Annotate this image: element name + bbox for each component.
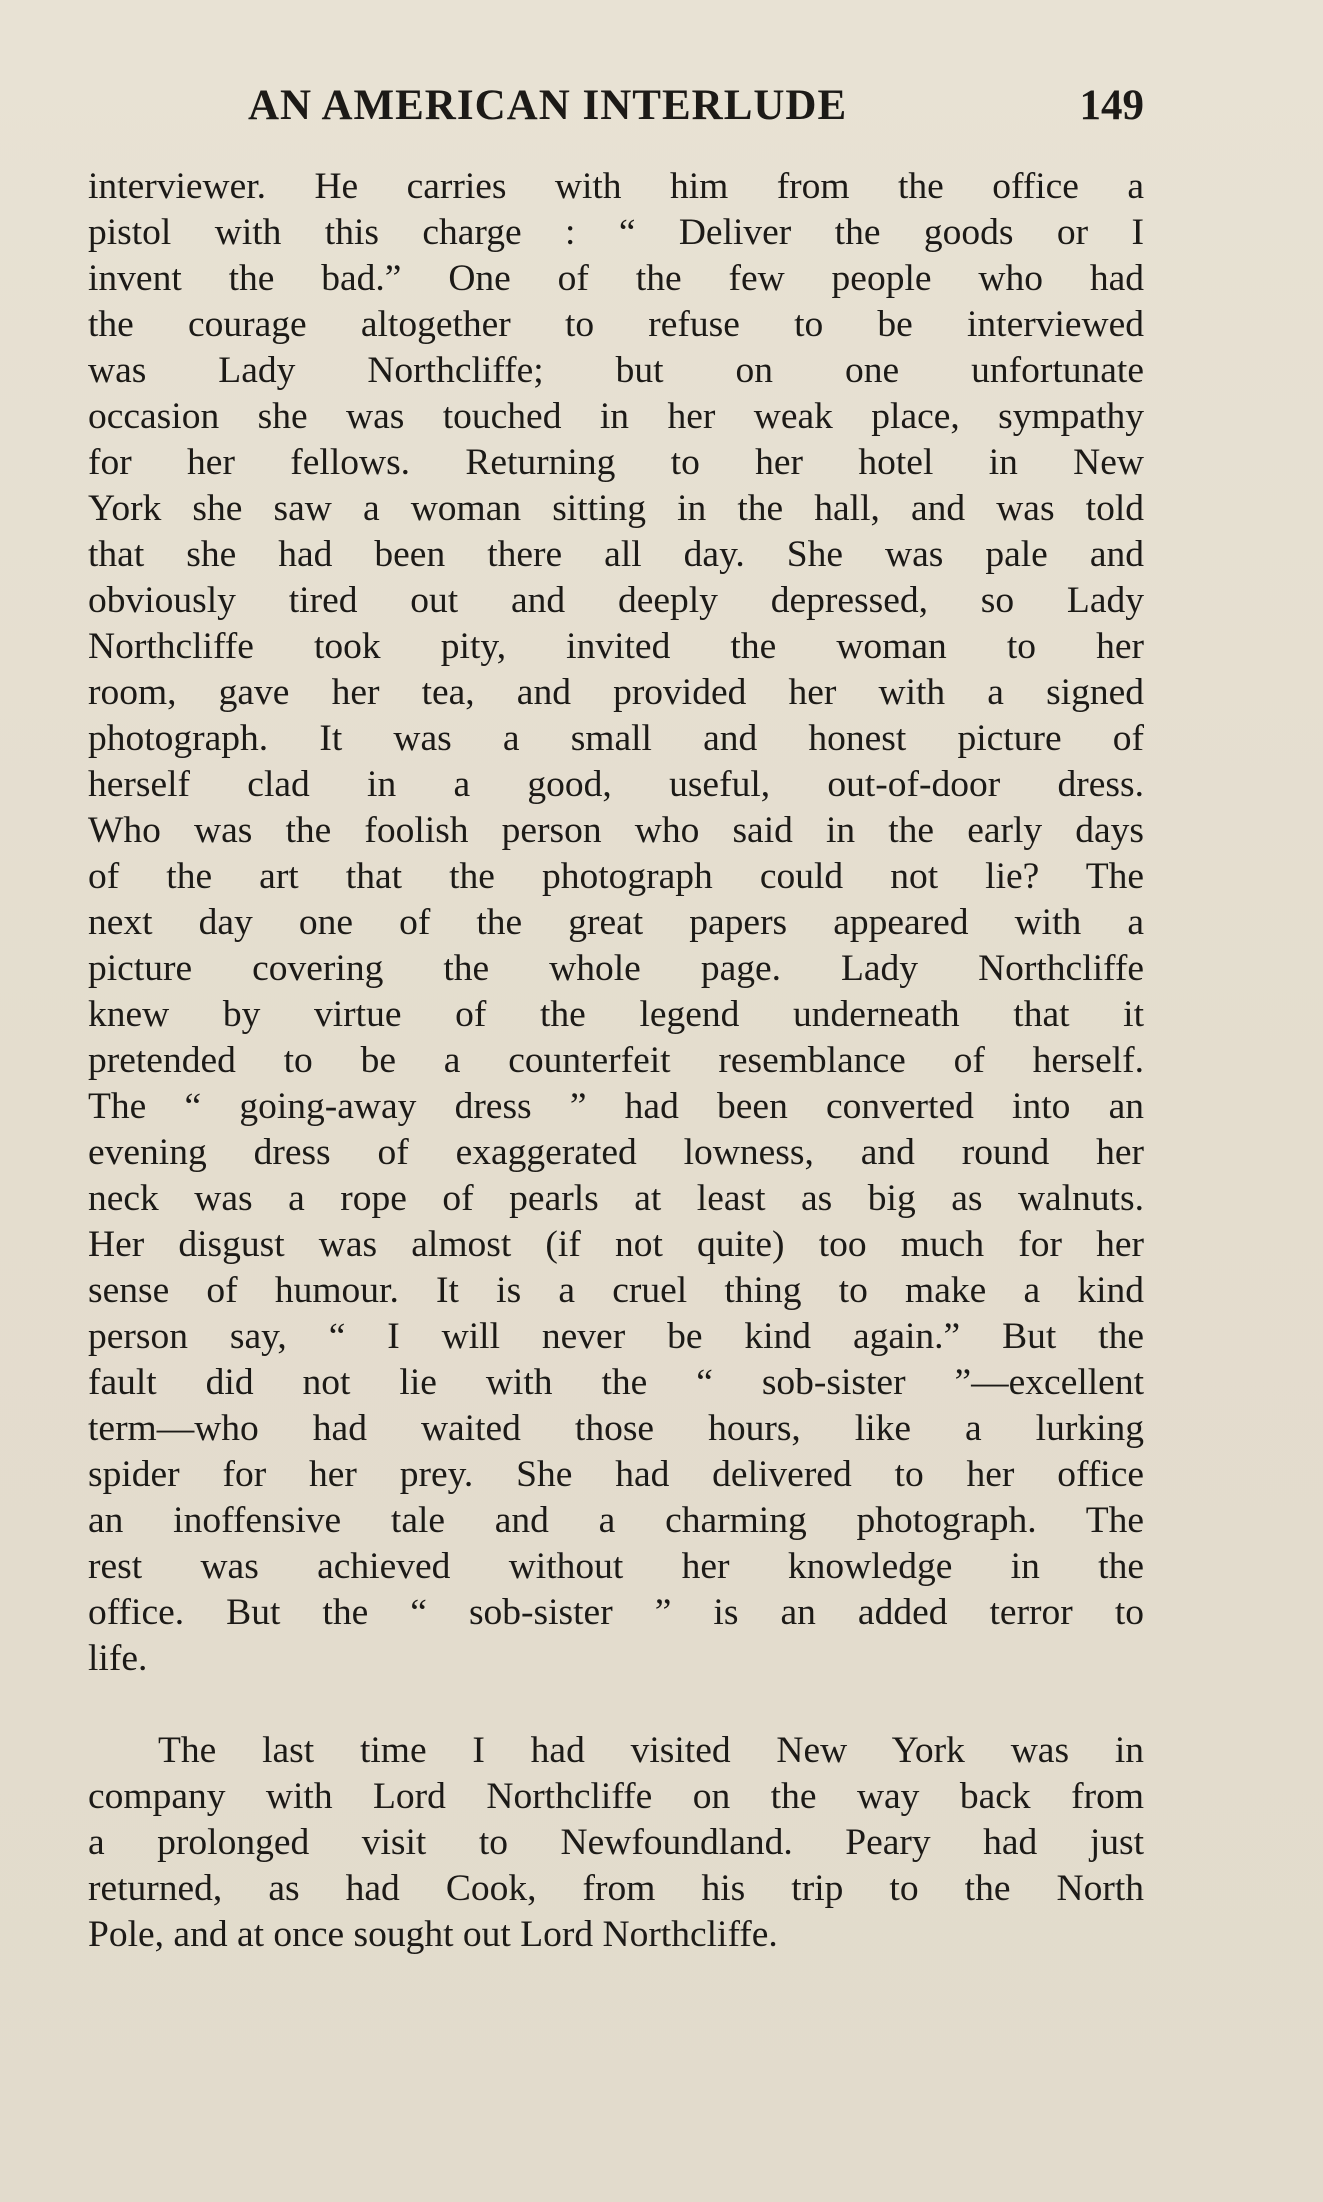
text-line: Pole, and at once sought out Lord Northcliffe.: [88, 1914, 778, 1955]
text-line: spider for her prey. She had delivered to her office: [88, 1454, 1144, 1495]
text-line: fault did not lie with the “ sob-sister ”—excellent: [88, 1362, 1144, 1403]
paragraph-gap: [88, 1682, 1144, 1728]
paragraph-2: [88, 1728, 1144, 1958]
page-number: 149: [1079, 82, 1144, 129]
paragraph-1: [88, 164, 1144, 1682]
text-line: obviously tired out and deeply depressed, so Lady: [88, 580, 1144, 621]
text-line: pretended to be a counterfeit resemblance of herself.: [88, 1040, 1144, 1081]
text-line: interviewer. He carries with him from the office a: [88, 166, 1144, 207]
text-line: herself clad in a good, useful, out-of-door dress.: [88, 764, 1144, 805]
text-line: Who was the foolish person who said in the early days: [88, 810, 1144, 851]
text-line: life.: [88, 1638, 148, 1679]
text-line: a prolonged visit to Newfoundland. Peary had just: [88, 1822, 1144, 1863]
text-line: The “ going-away dress ” had been converted into an: [88, 1086, 1144, 1127]
text-line: occasion she was touched in her weak place, sympathy: [88, 396, 1144, 437]
text-line: room, gave her tea, and provided her with a signed: [88, 672, 1144, 713]
text-line: returned, as had Cook, from his trip to the North: [88, 1868, 1144, 1909]
text-line: office. But the “ sob-sister ” is an added terror to: [88, 1592, 1144, 1633]
text-line: Her disgust was almost (if not quite) too much for her: [88, 1224, 1144, 1265]
text-line: invent the bad.” One of the few people who had: [88, 258, 1144, 299]
text-line: term—who had waited those hours, like a lurking: [88, 1408, 1144, 1449]
text-line: picture covering the whole page. Lady Northcliffe: [88, 948, 1144, 989]
text-line: Northcliffe took pity, invited the woman to her: [88, 626, 1144, 667]
running-title: AN AMERICAN INTERLUDE: [248, 82, 848, 129]
body-text: [88, 164, 1144, 1958]
text-line: knew by virtue of the legend underneath that it: [88, 994, 1144, 1035]
text-line: York she saw a woman sitting in the hall, and was told: [88, 488, 1144, 529]
text-line: photograph. It was a small and honest picture of: [88, 718, 1144, 759]
text-line: that she had been there all day. She was pale and: [88, 534, 1144, 575]
text-line: sense of humour. It is a cruel thing to make a kind: [88, 1270, 1144, 1311]
text-line: neck was a rope of pearls at least as big as walnuts.: [88, 1178, 1144, 1219]
text-line: next day one of the great papers appeared with a: [88, 902, 1144, 943]
text-line: was Lady Northcliffe; but on one unfortunate: [88, 350, 1144, 391]
text-line: the courage altogether to refuse to be interviewed: [88, 304, 1144, 345]
text-line: company with Lord Northcliffe on the way back from: [88, 1776, 1144, 1817]
text-line: The last time I had visited New York was in: [158, 1730, 1144, 1771]
text-line: rest was achieved without her knowledge in the: [88, 1546, 1144, 1587]
text-line: pistol with this charge : “ Deliver the goods or I: [88, 212, 1144, 253]
text-line: for her fellows. Returning to her hotel in New: [88, 442, 1144, 483]
text-line: person say, “ I will never be kind again.” But the: [88, 1316, 1144, 1357]
text-line: an inoffensive tale and a charming photograph. The: [88, 1500, 1144, 1541]
running-header: [88, 76, 1144, 136]
text-line: evening dress of exaggerated lowness, and round her: [88, 1132, 1144, 1173]
text-line: of the art that the photograph could not lie? The: [88, 856, 1144, 897]
